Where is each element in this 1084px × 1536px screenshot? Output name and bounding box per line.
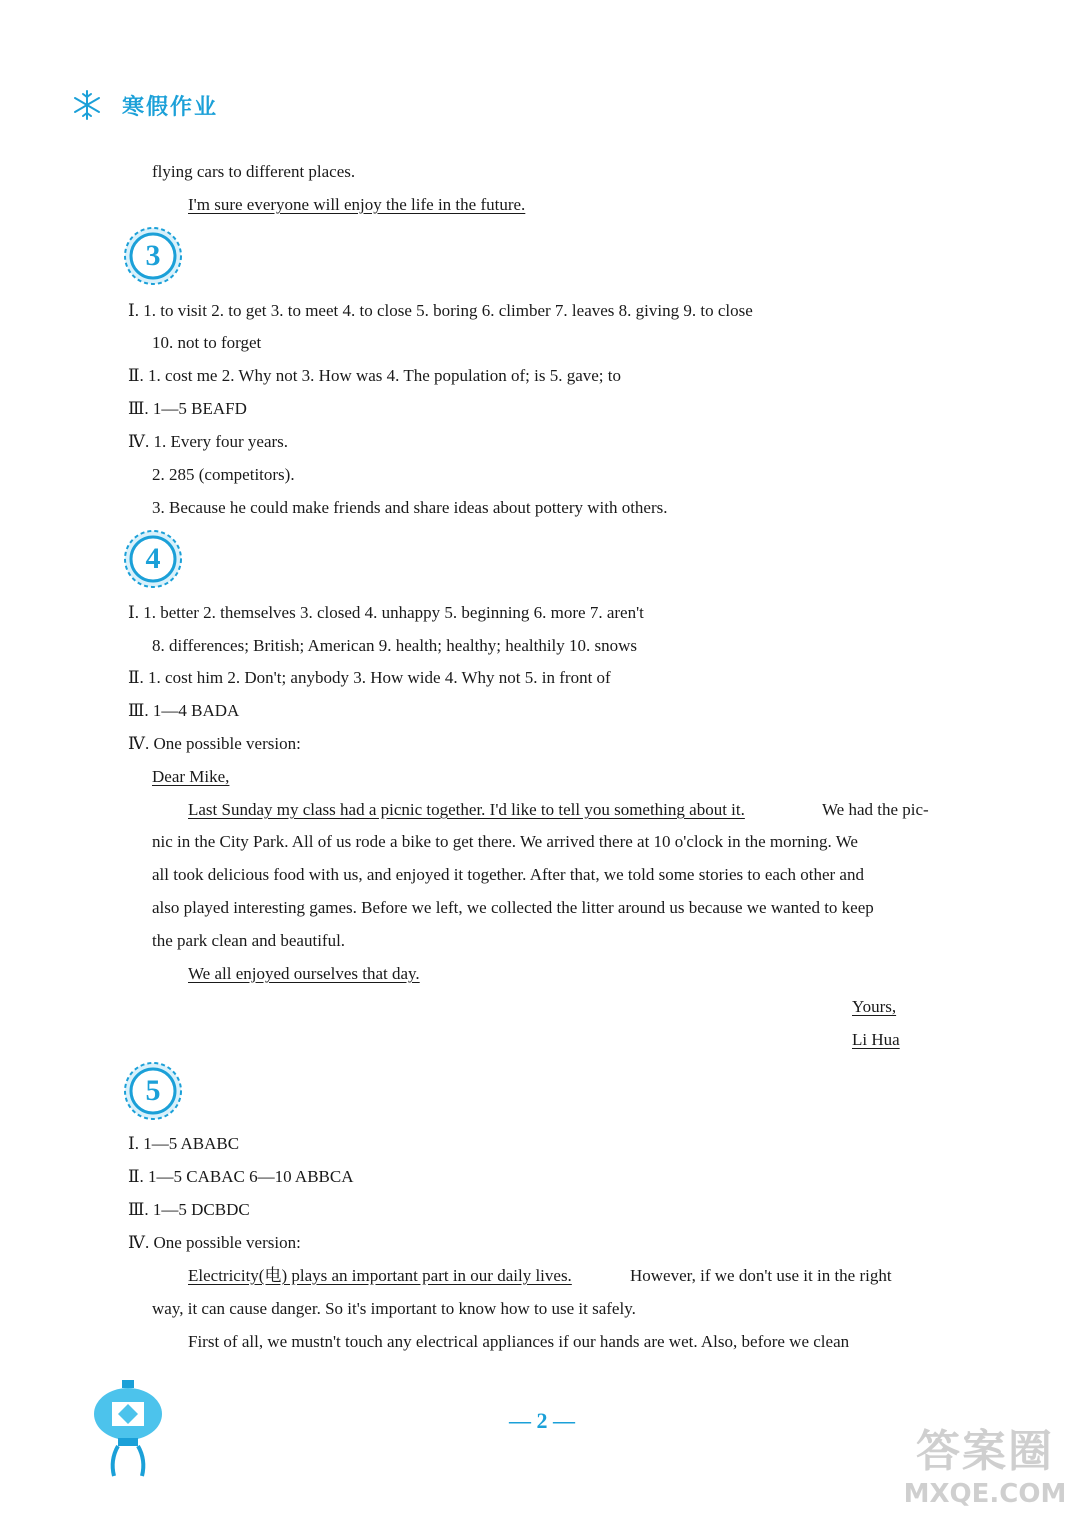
text-line: First of all, we mustn't touch any electrical appliances if our hands are wet. Also, before we clean: [188, 1332, 850, 1351]
text-line: 8. differences; British; American 9. health; healthy; healthily 10. snows: [152, 636, 638, 655]
text-line: all took delicious food with us, and enjoyed it together. After that, we told some stories to each other and: [152, 865, 864, 884]
text-line: Ⅰ. 1. to visit 2. to get 3. to meet 4. to close 5. boring 6. climber 7. leaves 8. giving 9. to close: [128, 301, 753, 320]
text-line: Ⅲ. 1—5 BEAFD: [128, 399, 247, 418]
watermark-top: 答案圈: [916, 1426, 1054, 1477]
text-line: Ⅲ. 1—5 DCBDC: [128, 1200, 250, 1219]
page-number: — 2 —: [509, 1408, 575, 1433]
text-line: also played interesting games. Before we left, we collected the litter around us because we wanted to keep: [152, 898, 874, 917]
watermark: [895, 1415, 1075, 1525]
text-line: 3. Because he could make friends and share ideas about pottery with others.: [152, 498, 668, 517]
text-line: 10. not to forget: [152, 333, 262, 352]
text-line: Yours,: [852, 997, 897, 1016]
text-line: However, if we don't use it in the right: [630, 1266, 892, 1285]
section-number: 5: [145, 1074, 161, 1107]
text-line: Ⅳ. 1. Every four years.: [128, 432, 289, 451]
text-line: 2. 285 (competitors).: [152, 465, 295, 484]
text-line: Ⅰ. 1—5 ABABC: [128, 1134, 240, 1153]
text-line: Electricity(电) plays an important part in our daily lives.: [188, 1266, 572, 1285]
text-line: Ⅳ. One possible version:: [128, 1233, 301, 1252]
text-line: Li Hua: [852, 1030, 900, 1049]
text-line: nic in the City Park. All of us rode a bike to get there. We arrived there at 10 o'clock in the morning. We: [152, 832, 858, 851]
text-line: We all enjoyed ourselves that day.: [188, 964, 420, 983]
text-line: flying cars to different places.: [152, 162, 356, 181]
text-line: Ⅱ. 1. cost him 2. Don't; anybody 3. How wide 4. Why not 5. in front of: [128, 668, 611, 687]
text-line: Ⅱ. 1. cost me 2. Why not 3. How was 4. The population of; is 5. gave; to: [128, 366, 622, 385]
text-line: Ⅳ. One possible version:: [128, 734, 301, 753]
text-line: Ⅰ. 1. better 2. themselves 3. closed 4. unhappy 5. beginning 6. more 7. aren't: [128, 603, 644, 622]
section-badge-4: [123, 529, 183, 589]
snowflake-icon: [70, 88, 104, 122]
text-line: way, it can cause danger. So it's important to know how to use it safely.: [152, 1299, 636, 1318]
text-line: Dear Mike,: [152, 767, 230, 786]
text-line: Last Sunday my class had a picnic together. I'd like to tell you something about it.: [188, 800, 745, 819]
section-number: 4: [145, 542, 161, 575]
watermark-bottom: MXQE.COM: [903, 1479, 1067, 1509]
text-line: We had the pic-: [822, 800, 929, 819]
section-number: 3: [145, 239, 161, 272]
text-line: I'm sure everyone will enjoy the life in the future.: [188, 195, 526, 214]
text-line: Ⅲ. 1—4 BADA: [128, 701, 240, 720]
text-line: the park clean and beautiful.: [152, 931, 346, 950]
section-badge-3: [123, 226, 183, 286]
text-line: Ⅱ. 1—5 CABAC 6—10 ABBCA: [128, 1167, 354, 1186]
header-title: 寒假作业: [122, 94, 219, 120]
page-header: [70, 88, 218, 122]
section-badge-5: [123, 1061, 183, 1121]
